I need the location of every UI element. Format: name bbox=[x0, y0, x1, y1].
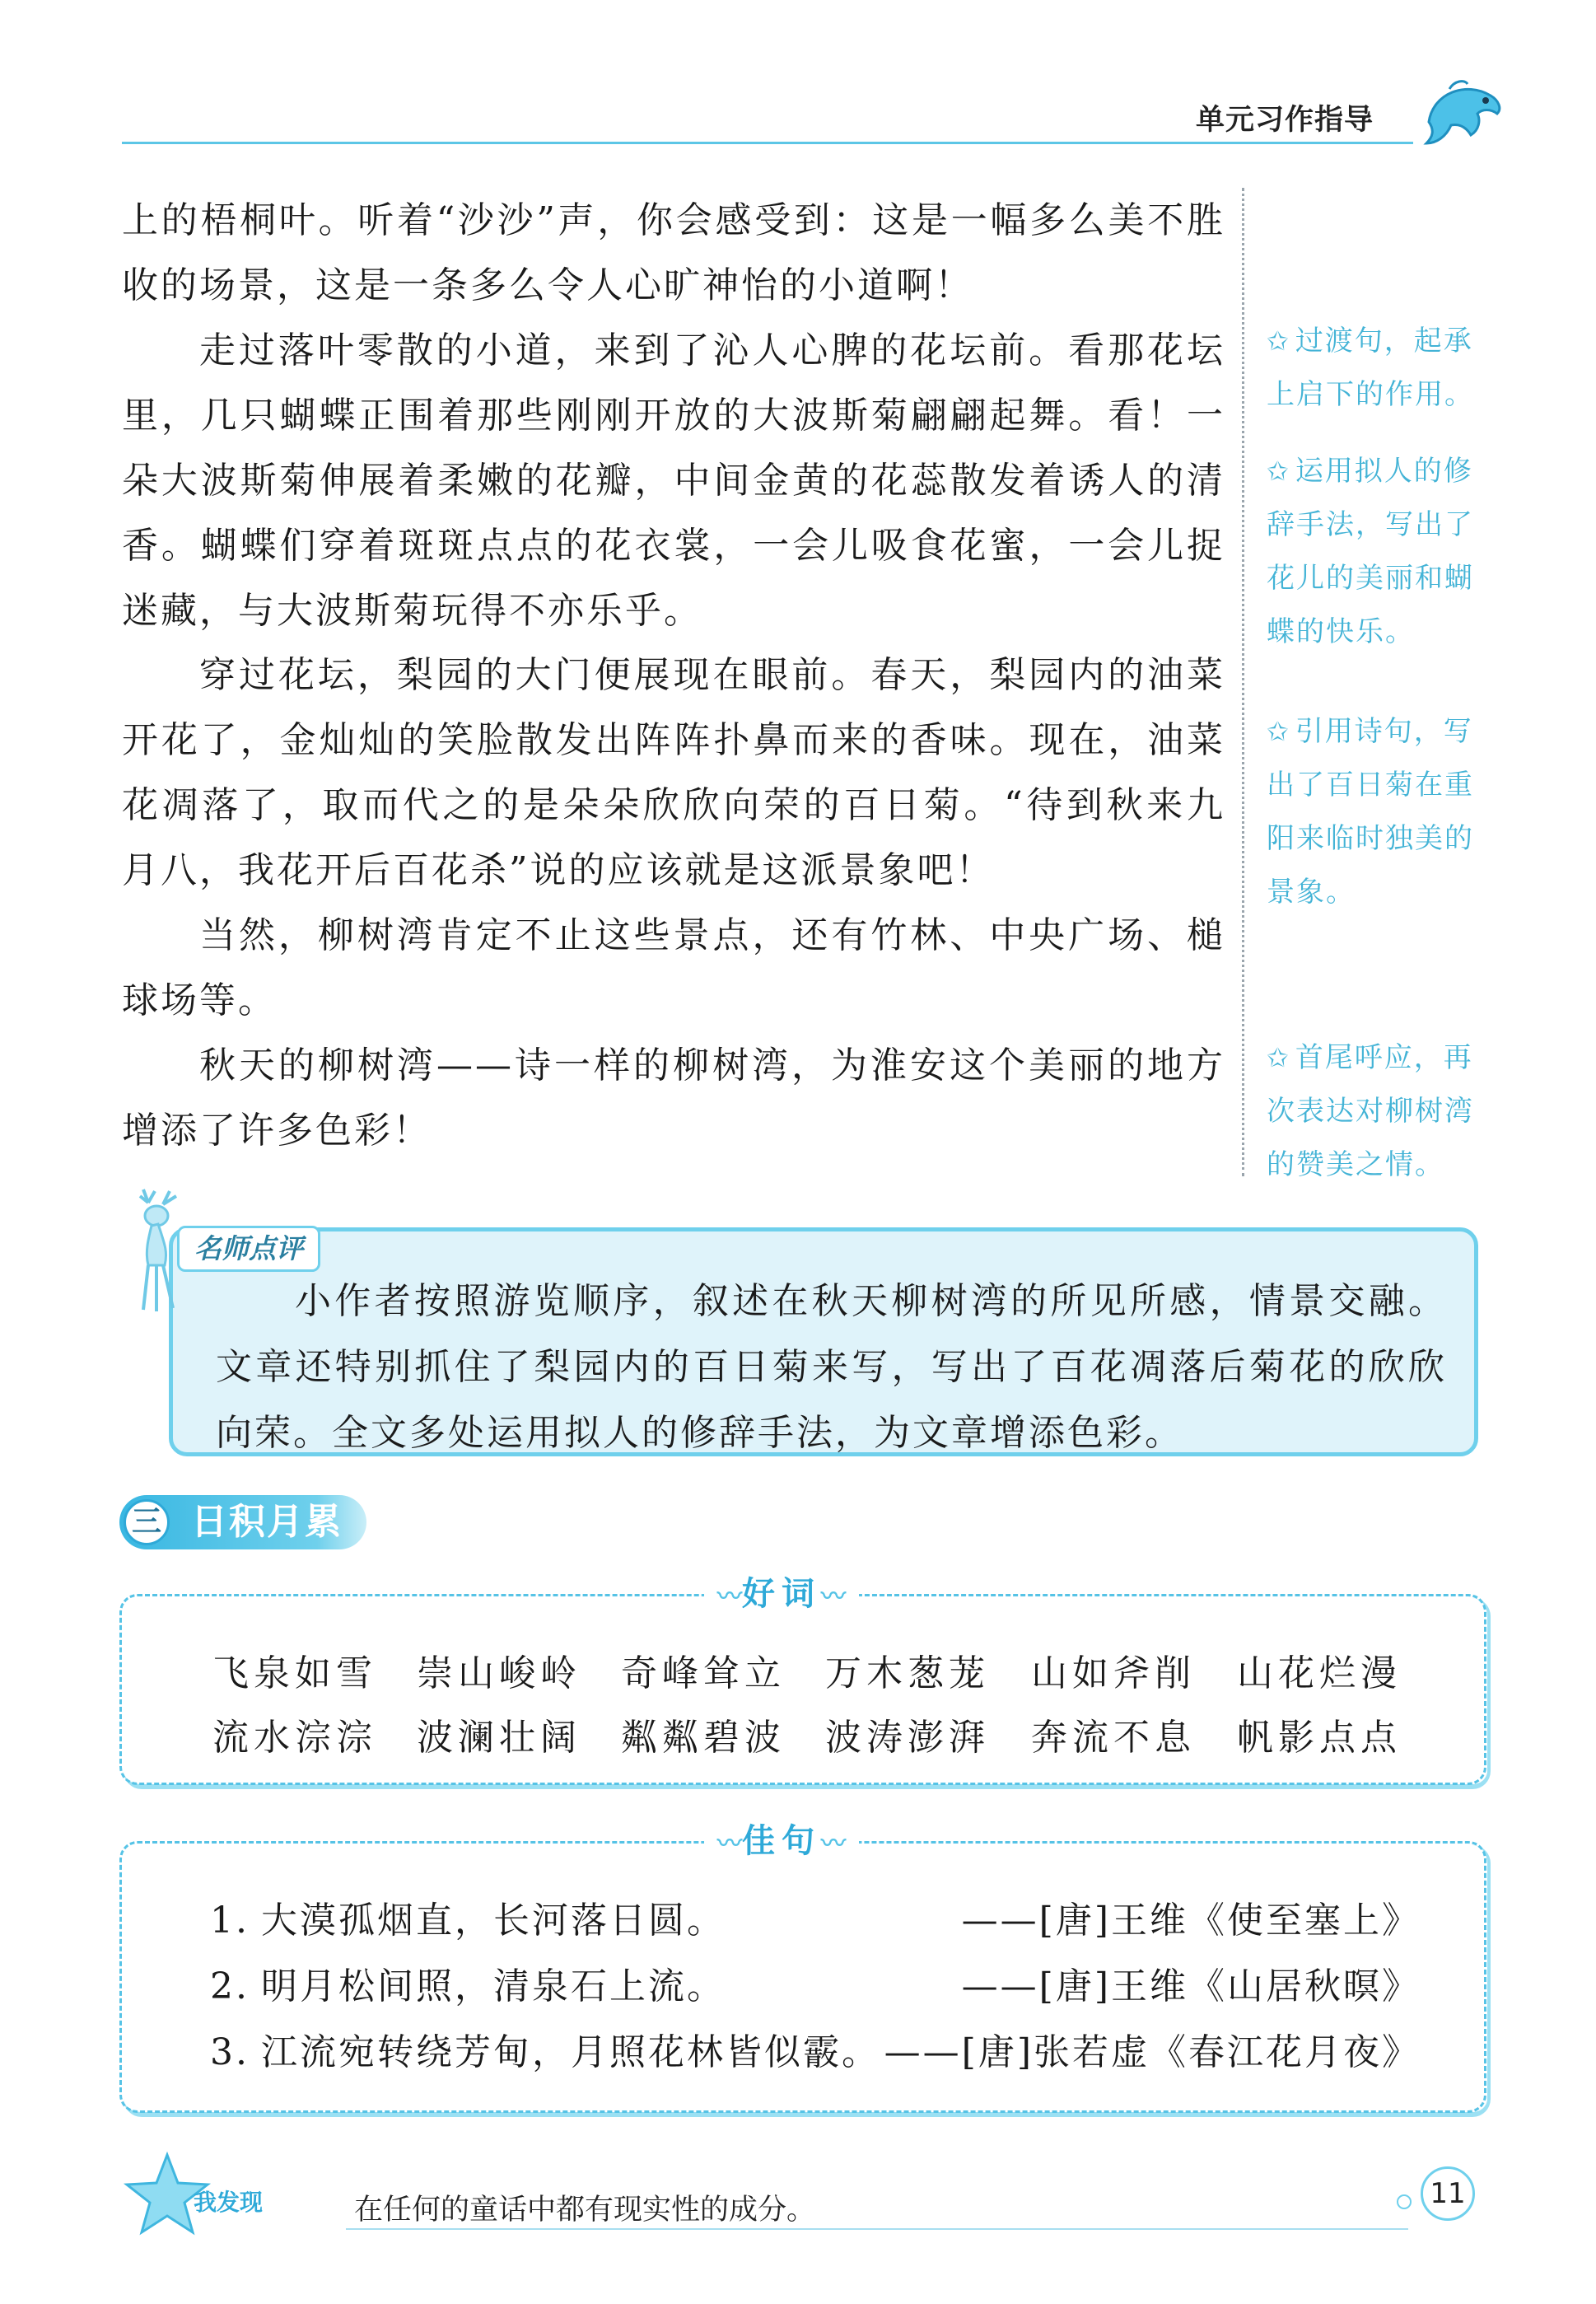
margin-note-text: 过渡句，起承上启下的作用。 bbox=[1267, 325, 1474, 411]
footer-text: 在任何的童话中都有现实性的成分。 bbox=[354, 2194, 816, 2227]
quote-text: 江流宛转绕芳甸，月照花林皆似霰。 bbox=[260, 2031, 880, 2073]
quote-number: 2. bbox=[210, 1965, 250, 2007]
good-word: 山如斧削 bbox=[1031, 1652, 1196, 1694]
teacher-comment-label: 名师点评 bbox=[177, 1226, 320, 1272]
good-word: 流水淙淙 bbox=[212, 1717, 377, 1759]
star-icon: ✩ bbox=[1267, 456, 1290, 487]
quote-number: 3. bbox=[210, 2031, 250, 2073]
footer-divider bbox=[346, 2228, 1408, 2230]
quote-text: 大漠孤烟直，长河落日圆。 bbox=[260, 1900, 726, 1942]
header-divider bbox=[122, 142, 1413, 144]
margin-note-text: 引用诗句，写出了百日菊在重阳来临时独美的景象。 bbox=[1267, 715, 1474, 909]
margin-note bbox=[1267, 1031, 1497, 1192]
page-dot-icon bbox=[1397, 2194, 1412, 2209]
wave-icon: 〰 bbox=[717, 1830, 742, 1858]
wave-icon: 〰 bbox=[821, 1582, 846, 1611]
quote-item bbox=[210, 2022, 1421, 2072]
margin-divider bbox=[1242, 188, 1244, 1176]
wave-icon: 〰 bbox=[717, 1582, 742, 1611]
dolphin-icon bbox=[1416, 72, 1507, 155]
margin-note bbox=[1267, 705, 1497, 919]
good-word: 波澜壮阔 bbox=[417, 1717, 581, 1759]
teacher-comment-text: 小作者按照游览顺序，叙述在秋天柳树湾的所见所感，情景交融。文章还特别抓住了梨园内的百日菊来写，写出了百花凋落后菊花的欣欣向荣。全文多处运用拟人的修辞手法，为文章增添色彩。 bbox=[216, 1280, 1447, 1454]
good-words-label bbox=[704, 1573, 859, 1618]
quote-source: ——[唐]王维《山居秋暝》 bbox=[961, 1965, 1421, 2007]
page-number: 11 bbox=[1421, 2166, 1475, 2221]
section-title: 日积月累 bbox=[191, 1501, 343, 1543]
good-sentences-label bbox=[704, 1820, 859, 1865]
margin-note-text: 首尾呼应，再次表达对柳树湾的赞美之情。 bbox=[1267, 1041, 1474, 1181]
good-word: 万木葱茏 bbox=[825, 1652, 990, 1694]
good-word: 奇峰耸立 bbox=[621, 1652, 786, 1694]
article-paragraph: 秋天的柳树湾——诗一样的柳树湾，为淮安这个美丽的地方增添了许多色彩！ bbox=[122, 1045, 1225, 1152]
quote-text: 明月松间照，清泉石上流。 bbox=[260, 1965, 726, 2007]
good-word: 帆影点点 bbox=[1237, 1717, 1402, 1759]
good-word: 粼粼碧波 bbox=[621, 1717, 786, 1759]
margin-note bbox=[1267, 315, 1497, 422]
article-paragraph: 穿过花坛，梨园的大门便展现在眼前。春天，梨园内的油菜开花了，金灿灿的笑脸散发出阵阵扑鼻而来的香味。现在，油菜花凋落了，取而代之的是朵朵欣欣向荣的百日菊。“待到秋来九月八，我花开后百花杀”说的应该就是这派景象吧！ bbox=[122, 654, 1225, 891]
star-icon: ✩ bbox=[1267, 716, 1290, 747]
quote-item bbox=[210, 1956, 1421, 2006]
section-header-title: 单元习作指导 bbox=[1195, 104, 1374, 137]
quote-source: ——[唐]张若虚《春江花月夜》 bbox=[884, 2031, 1421, 2073]
good-words-title: 好词 bbox=[742, 1575, 821, 1613]
quote-source: ——[唐]王维《使至塞上》 bbox=[961, 1900, 1421, 1942]
good-word: 飞泉如雪 bbox=[212, 1652, 377, 1694]
wave-icon: 〰 bbox=[821, 1830, 846, 1858]
quote-number: 1. bbox=[210, 1900, 250, 1942]
good-word: 崇山峻岭 bbox=[417, 1652, 581, 1694]
good-word: 波涛澎湃 bbox=[825, 1717, 990, 1759]
good-word: 奔流不息 bbox=[1031, 1717, 1196, 1759]
margin-note-text: 运用拟人的修辞手法，写出了花儿的美丽和蝴蝶的快乐。 bbox=[1267, 455, 1474, 648]
good-word: 山花烂漫 bbox=[1237, 1652, 1402, 1694]
margin-note bbox=[1267, 445, 1497, 659]
star-icon: ✩ bbox=[1267, 1042, 1290, 1073]
section-number: 三 bbox=[124, 1499, 170, 1545]
star-icon: ✩ bbox=[1267, 325, 1290, 357]
article-paragraph: 上的梧桐叶。听着“沙沙”声，你会感受到：这是一幅多么美不胜收的场景，这是一条多么令人心旷神怡的小道啊！ bbox=[122, 199, 1225, 306]
article-paragraph: 走过落叶零散的小道，来到了沁人心脾的花坛前。看那花坛里，几只蝴蝶正围着那些刚刚开放的大波斯菊翩翩起舞。看！一朵大波斯菊伸展着柔嫩的花瓣，中间金黄的花蕊散发着诱人的清香。蝴蝶们穿着斑斑点点的花衣裳，一会儿吸食花蜜，一会儿捉迷藏，与大波斯菊玩得不亦乐乎。 bbox=[122, 329, 1225, 632]
good-sentences-title: 佳句 bbox=[742, 1822, 821, 1860]
quote-item bbox=[210, 1890, 1421, 1940]
footer-tag: 我发现 bbox=[194, 2189, 264, 2216]
article-paragraph: 当然，柳树湾肯定不止这些景点，还有竹林、中央广场、槌球场等。 bbox=[122, 914, 1225, 1021]
